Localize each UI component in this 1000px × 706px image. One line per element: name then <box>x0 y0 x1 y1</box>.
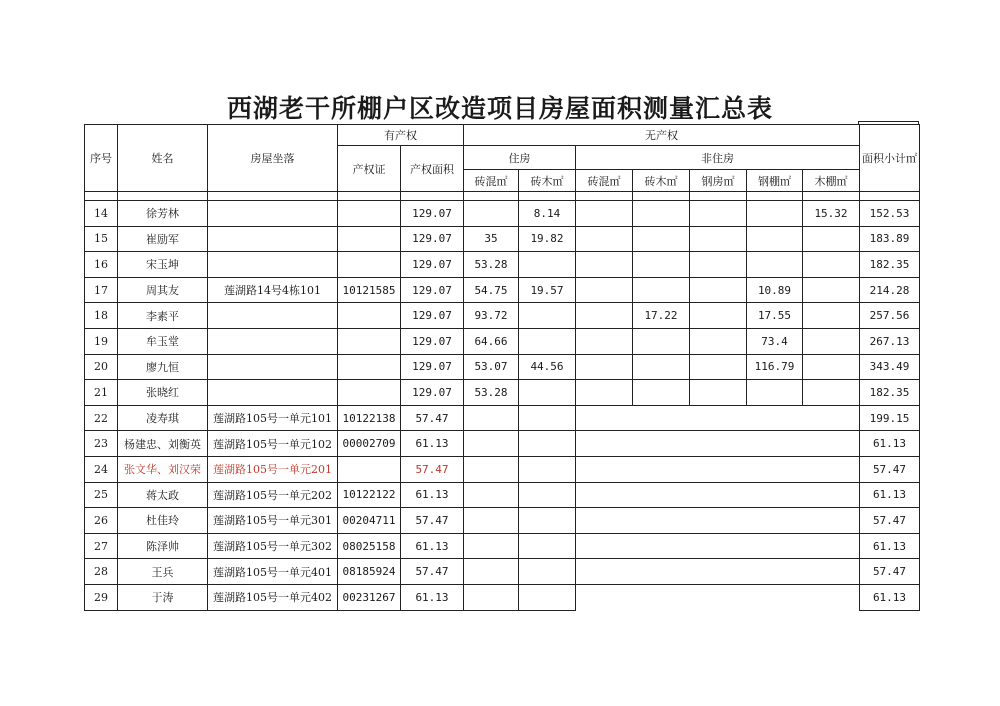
row-res-brick-concrete <box>464 201 519 227</box>
header-location: 房屋坐落 <box>208 125 338 192</box>
table-row <box>85 559 920 585</box>
table-row <box>85 303 920 329</box>
row-cert: 10121585 <box>338 277 401 303</box>
row-res-brick-concrete <box>464 508 519 534</box>
row-blank-region <box>576 584 860 610</box>
row-seq: 29 <box>85 584 118 610</box>
row-res-brick-concrete <box>464 559 519 585</box>
row-steel-house <box>690 226 747 252</box>
row-subtotal: 152.53 <box>860 201 920 227</box>
row-cert: 10122138 <box>338 405 401 431</box>
row-res-brick-wood <box>519 405 576 431</box>
row-location: 莲湖路105号一单元202 <box>208 482 338 508</box>
row-cert <box>338 380 401 406</box>
row-cert <box>338 201 401 227</box>
row-area: 129.07 <box>401 303 464 329</box>
row-seq: 14 <box>85 201 118 227</box>
row-blank-region <box>576 508 860 534</box>
row-wood-shed <box>803 328 860 354</box>
row-subtotal: 214.28 <box>860 277 920 303</box>
table-row <box>85 226 920 252</box>
row-cert <box>338 328 401 354</box>
header-res-brick-wood: 砖木㎡ <box>519 170 576 192</box>
row-res-brick-concrete <box>464 584 519 610</box>
header-non-brick-wood: 砖木㎡ <box>633 170 690 192</box>
row-res-brick-wood <box>519 252 576 278</box>
row-location <box>208 354 338 380</box>
row-steel-shed <box>747 226 803 252</box>
row-res-brick-concrete: 53.28 <box>464 252 519 278</box>
row-location <box>208 380 338 406</box>
row-res-brick-wood <box>519 431 576 457</box>
row-seq: 26 <box>85 508 118 534</box>
row-location <box>208 303 338 329</box>
row-subtotal: 343.49 <box>860 354 920 380</box>
row-steel-shed: 10.89 <box>747 277 803 303</box>
row-res-brick-wood <box>519 328 576 354</box>
row-non-brick-wood <box>633 226 690 252</box>
header-subtotal: 面积小计㎡ <box>860 125 920 192</box>
row-non-brick-concrete <box>576 328 633 354</box>
row-blank-region <box>576 482 860 508</box>
row-name: 张晓红 <box>118 380 208 406</box>
row-non-brick-concrete <box>576 303 633 329</box>
row-area: 129.07 <box>401 354 464 380</box>
row-steel-shed <box>747 380 803 406</box>
header-non-brick-concrete: 砖混㎡ <box>576 170 633 192</box>
row-seq: 19 <box>85 328 118 354</box>
row-area: 129.07 <box>401 277 464 303</box>
row-seq: 21 <box>85 380 118 406</box>
header-unowned: 无产权 <box>464 125 860 146</box>
table-row <box>85 252 920 278</box>
row-location: 莲湖路105号一单元201 <box>208 456 338 482</box>
header-owned-area: 产权面积 <box>401 146 464 192</box>
header-res-brick-concrete: 砖混㎡ <box>464 170 519 192</box>
table-row <box>85 328 920 354</box>
row-cert <box>338 456 401 482</box>
row-steel-house <box>690 252 747 278</box>
table-row <box>85 201 920 227</box>
row-seq: 17 <box>85 277 118 303</box>
row-subtotal: 61.13 <box>860 533 920 559</box>
row-res-brick-wood <box>519 508 576 534</box>
header-cert: 产权证 <box>338 146 401 192</box>
row-res-brick-concrete <box>464 482 519 508</box>
row-area: 57.47 <box>401 559 464 585</box>
table-row <box>85 456 920 482</box>
row-steel-house <box>690 380 747 406</box>
table-row <box>85 584 920 610</box>
row-steel-house <box>690 303 747 329</box>
row-res-brick-wood <box>519 533 576 559</box>
row-area: 57.47 <box>401 508 464 534</box>
row-blank-region <box>576 559 860 585</box>
row-cert: 08185924 <box>338 559 401 585</box>
row-non-brick-concrete <box>576 354 633 380</box>
row-non-brick-wood <box>633 380 690 406</box>
row-name: 于涛 <box>118 584 208 610</box>
row-wood-shed <box>803 277 860 303</box>
row-blank-region <box>576 533 860 559</box>
row-res-brick-wood: 19.82 <box>519 226 576 252</box>
header-wood-shed: 木棚㎡ <box>803 170 860 192</box>
row-blank-region <box>576 405 860 431</box>
row-subtotal: 61.13 <box>860 584 920 610</box>
row-location: 莲湖路14号4栋101 <box>208 277 338 303</box>
row-steel-house <box>690 354 747 380</box>
row-seq: 24 <box>85 456 118 482</box>
row-name: 廖九恒 <box>118 354 208 380</box>
header-steel-house: 钢房㎡ <box>690 170 747 192</box>
row-non-brick-wood <box>633 328 690 354</box>
row-res-brick-wood: 8.14 <box>519 201 576 227</box>
row-subtotal: 57.47 <box>860 456 920 482</box>
table-row <box>85 354 920 380</box>
row-subtotal: 267.13 <box>860 328 920 354</box>
header-seq: 序号 <box>85 125 118 192</box>
row-wood-shed <box>803 354 860 380</box>
row-steel-shed: 73.4 <box>747 328 803 354</box>
row-name: 杨建忠、刘衡英 <box>118 431 208 457</box>
row-area: 61.13 <box>401 482 464 508</box>
row-area: 129.07 <box>401 226 464 252</box>
row-res-brick-concrete <box>464 431 519 457</box>
row-seq: 15 <box>85 226 118 252</box>
header-name: 姓名 <box>118 125 208 192</box>
row-name: 蒋太政 <box>118 482 208 508</box>
row-seq: 23 <box>85 431 118 457</box>
row-seq: 16 <box>85 252 118 278</box>
row-name: 牟玉堂 <box>118 328 208 354</box>
row-name: 李素平 <box>118 303 208 329</box>
row-location <box>208 201 338 227</box>
header-owned: 有产权 <box>338 125 464 146</box>
row-area: 61.13 <box>401 431 464 457</box>
row-subtotal: 257.56 <box>860 303 920 329</box>
row-seq: 20 <box>85 354 118 380</box>
row-cert: 00002709 <box>338 431 401 457</box>
row-res-brick-concrete <box>464 533 519 559</box>
table-row <box>85 277 920 303</box>
row-name: 崔励军 <box>118 226 208 252</box>
row-wood-shed <box>803 226 860 252</box>
row-seq: 25 <box>85 482 118 508</box>
row-non-brick-wood <box>633 277 690 303</box>
row-cert: 10122122 <box>338 482 401 508</box>
row-res-brick-wood <box>519 584 576 610</box>
row-area: 129.07 <box>401 328 464 354</box>
row-blank-region <box>576 456 860 482</box>
row-location: 莲湖路105号一单元402 <box>208 584 338 610</box>
row-subtotal: 183.89 <box>860 226 920 252</box>
table-row <box>85 405 920 431</box>
row-non-brick-concrete <box>576 201 633 227</box>
row-steel-shed <box>747 201 803 227</box>
row-area: 129.07 <box>401 380 464 406</box>
row-subtotal: 61.13 <box>860 431 920 457</box>
row-res-brick-concrete <box>464 456 519 482</box>
row-area: 57.47 <box>401 405 464 431</box>
row-res-brick-wood <box>519 303 576 329</box>
row-subtotal: 182.35 <box>860 252 920 278</box>
table-row <box>85 533 920 559</box>
header-non-residential: 非住房 <box>576 146 860 170</box>
row-res-brick-concrete: 64.66 <box>464 328 519 354</box>
row-location: 莲湖路105号一单元302 <box>208 533 338 559</box>
row-name: 宋玉坤 <box>118 252 208 278</box>
row-wood-shed <box>803 380 860 406</box>
row-steel-shed: 17.55 <box>747 303 803 329</box>
row-non-brick-wood <box>633 354 690 380</box>
row-res-brick-wood <box>519 456 576 482</box>
row-name: 王兵 <box>118 559 208 585</box>
row-non-brick-concrete <box>576 252 633 278</box>
row-res-brick-concrete: 53.07 <box>464 354 519 380</box>
row-non-brick-concrete <box>576 277 633 303</box>
row-non-brick-concrete <box>576 226 633 252</box>
row-subtotal: 57.47 <box>860 559 920 585</box>
row-res-brick-concrete: 53.28 <box>464 380 519 406</box>
row-subtotal: 199.15 <box>860 405 920 431</box>
table-body <box>85 201 920 611</box>
row-res-brick-wood: 19.57 <box>519 277 576 303</box>
row-steel-shed <box>747 252 803 278</box>
table-row <box>85 380 920 406</box>
page-title: 西湖老干所棚户区改造项目房屋面积测量汇总表 <box>226 94 773 123</box>
row-location: 莲湖路105号一单元401 <box>208 559 338 585</box>
row-res-brick-concrete: 35 <box>464 226 519 252</box>
row-res-brick-wood <box>519 559 576 585</box>
row-location: 莲湖路105号一单元102 <box>208 431 338 457</box>
row-res-brick-wood <box>519 482 576 508</box>
row-subtotal: 182.35 <box>860 380 920 406</box>
row-name: 张文华、刘汉荣 <box>118 456 208 482</box>
row-name: 陈泽帅 <box>118 533 208 559</box>
row-res-brick-concrete: 93.72 <box>464 303 519 329</box>
row-non-brick-wood <box>633 252 690 278</box>
row-cert: 08025158 <box>338 533 401 559</box>
row-steel-house <box>690 328 747 354</box>
row-steel-house <box>690 277 747 303</box>
row-name: 杜佳玲 <box>118 508 208 534</box>
row-name: 凌寿琪 <box>118 405 208 431</box>
row-wood-shed <box>803 303 860 329</box>
row-non-brick-concrete <box>576 380 633 406</box>
row-res-brick-wood: 44.56 <box>519 354 576 380</box>
row-subtotal: 57.47 <box>860 508 920 534</box>
row-location <box>208 328 338 354</box>
row-name: 徐芳林 <box>118 201 208 227</box>
row-cert <box>338 252 401 278</box>
row-area: 61.13 <box>401 533 464 559</box>
row-area: 129.07 <box>401 252 464 278</box>
area-summary-table <box>84 124 920 611</box>
row-seq: 28 <box>85 559 118 585</box>
row-res-brick-concrete: 54.75 <box>464 277 519 303</box>
row-seq: 22 <box>85 405 118 431</box>
row-non-brick-wood <box>633 201 690 227</box>
row-seq: 18 <box>85 303 118 329</box>
row-location <box>208 226 338 252</box>
row-res-brick-wood <box>519 380 576 406</box>
header-residential: 住房 <box>464 146 576 170</box>
row-area: 129.07 <box>401 201 464 227</box>
row-blank-region <box>576 431 860 457</box>
row-subtotal: 61.13 <box>860 482 920 508</box>
row-non-brick-wood: 17.22 <box>633 303 690 329</box>
row-steel-shed: 116.79 <box>747 354 803 380</box>
row-wood-shed <box>803 252 860 278</box>
row-name: 周其友 <box>118 277 208 303</box>
row-location: 莲湖路105号一单元301 <box>208 508 338 534</box>
table-row <box>85 482 920 508</box>
row-area: 57.47 <box>401 456 464 482</box>
row-location <box>208 252 338 278</box>
row-cert <box>338 303 401 329</box>
row-seq: 27 <box>85 533 118 559</box>
row-cert: 00231267 <box>338 584 401 610</box>
header-steel-shed: 钢棚㎡ <box>747 170 803 192</box>
table-row <box>85 508 920 534</box>
row-area: 61.13 <box>401 584 464 610</box>
row-steel-house <box>690 201 747 227</box>
row-cert: 00204711 <box>338 508 401 534</box>
row-cert <box>338 226 401 252</box>
table-row <box>85 431 920 457</box>
row-wood-shed: 15.32 <box>803 201 860 227</box>
row-location: 莲湖路105号一单元101 <box>208 405 338 431</box>
row-cert <box>338 354 401 380</box>
row-res-brick-concrete <box>464 405 519 431</box>
